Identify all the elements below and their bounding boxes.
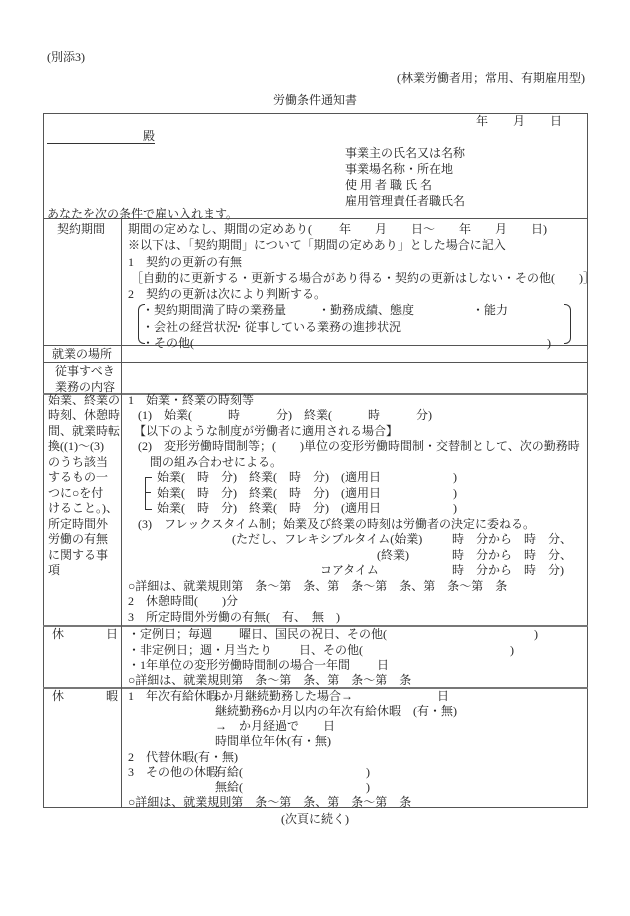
row-divider bbox=[43, 393, 588, 395]
duties-label-line2: 業務の内容 bbox=[55, 380, 116, 394]
holidays-label-a: 休 bbox=[52, 627, 65, 641]
shift-bracket bbox=[145, 477, 152, 510]
core-time[interactable]: 時 分から 時 分) bbox=[452, 563, 564, 577]
overtime[interactable]: 3 所定時間外労働の有無( 有、 無 ) bbox=[128, 610, 340, 624]
label-line: 所定時間外 bbox=[48, 517, 109, 531]
flextime[interactable]: (3) フレックスタイム制；始業及び終業の時刻は労働者の決定に委ねる。 bbox=[138, 517, 536, 531]
renewal-heading: 1 契約の更新の有無 bbox=[128, 255, 243, 269]
flex-start-label: (ただし、フレキシブルタイム(始業) bbox=[232, 532, 423, 546]
break-time[interactable]: 2 休憩時間( )分 bbox=[128, 594, 238, 608]
duties-label-line1: 従事すべき bbox=[55, 364, 115, 378]
regular-holidays[interactable]: ・定例日；毎週 曜日、国民の祝日、その他( ) bbox=[128, 627, 538, 641]
criteria-other-close: ) bbox=[547, 336, 551, 350]
label-line: 項 bbox=[48, 563, 61, 577]
paid-leave[interactable]: 有給( ) bbox=[215, 765, 370, 779]
variable-hours-cont: 間の組み合わせによる。 bbox=[150, 455, 283, 469]
other-leave-heading: 3 その他の休暇 bbox=[128, 765, 219, 779]
flex-end-time[interactable]: 時 分から 時 分、 bbox=[452, 548, 573, 562]
label-line: のうち該当 bbox=[48, 455, 109, 469]
date-year: 年 bbox=[476, 114, 489, 128]
flex-start-time[interactable]: 時 分から 時 分、 bbox=[452, 532, 573, 546]
label-line: 労働の有無 bbox=[48, 532, 109, 546]
workplace-field[interactable] bbox=[122, 346, 587, 361]
employer-name-label: 事業主の氏名又は名称 bbox=[345, 146, 466, 160]
label-line: 時刻、休憩時 bbox=[48, 408, 121, 422]
criteria-progress[interactable]: ・従事している業務の進捗状況 bbox=[233, 320, 402, 334]
date-day: 日 bbox=[550, 114, 563, 128]
date-month: 月 bbox=[513, 114, 526, 128]
applicable-note: 【以下のような制度が労働者に適用される場合】 bbox=[134, 424, 399, 438]
criteria-workload[interactable]: ・契約期間満了時の業務量 bbox=[142, 303, 287, 317]
shift-bracket-tick bbox=[145, 492, 151, 493]
irregular-holidays[interactable]: ・非定例日；週・月当たり 日、その他( ) bbox=[128, 643, 514, 657]
label-line: に関する事 bbox=[48, 548, 109, 562]
annual-leave-heading: 1 年次有給休暇 bbox=[128, 689, 219, 703]
label-line: けること。)、 bbox=[48, 501, 118, 515]
flex-end-label: (終業) bbox=[377, 548, 409, 562]
leave-label-b: 暇 bbox=[106, 689, 119, 703]
leave-details[interactable]: ○詳細は、就業規則第 条～第 条、第 条～第 条 bbox=[128, 795, 412, 809]
criteria-ability[interactable]: ・能力 bbox=[472, 303, 509, 317]
contract-period-note: ※以下は、「契約期間」について「期間の定めあり」とした場合に記入 bbox=[128, 238, 506, 252]
intro-text: あなたを次の条件で雇い入れます。 bbox=[47, 207, 239, 221]
standard-hours[interactable]: (1) 始業( 時 分) 終業( 時 分) bbox=[138, 408, 432, 422]
holidays-label-b: 日 bbox=[106, 627, 119, 641]
early-annual-leave[interactable]: 継続勤務6か月以内の年次有給休暇 (有・無) bbox=[215, 704, 457, 718]
criteria-performance[interactable]: ・勤務成績、態度 bbox=[318, 303, 415, 317]
hourly-leave[interactable]: 時間単位年休(有・無) bbox=[215, 734, 331, 748]
shift-pattern[interactable]: 始業( 時 分) 終業( 時 分) (適用日 ) bbox=[157, 486, 457, 500]
right-brace bbox=[564, 304, 571, 344]
holidays-details[interactable]: ○詳細は、就業規則第 条～第 条、第 条～第 条 bbox=[128, 673, 412, 687]
annual-variable-holidays[interactable]: ・1年単位の変形労働時間制の場合一年間 日 bbox=[128, 658, 390, 672]
criteria-business[interactable]: ・会社の経営状況 bbox=[142, 320, 239, 334]
document-title: 労働条件通知書 bbox=[272, 93, 357, 107]
label-column-divider bbox=[121, 218, 122, 808]
attachment-note: (別添3) bbox=[47, 50, 85, 64]
leave-label-a: 休 bbox=[52, 689, 65, 703]
addressee-name-line[interactable] bbox=[47, 143, 155, 144]
hours-details[interactable]: ○詳細は、就業規則第 条～第 条、第 条～第 条、第 条～第 条 bbox=[128, 579, 508, 593]
core-time-label: コアタイム bbox=[320, 563, 379, 577]
annual-leave-days[interactable]: 6か月継続勤務した場合→ 日 bbox=[215, 689, 450, 703]
label-line: 始業、終業の bbox=[48, 393, 121, 407]
label-line: 間、就業時転 bbox=[48, 424, 121, 438]
substitute-leave[interactable]: 2 代替休暇(有・無) bbox=[128, 750, 238, 764]
label-line: するもの一 bbox=[48, 470, 109, 484]
label-line: 換((1)～(3) bbox=[48, 439, 104, 453]
workplace-label: 就業の場所 bbox=[52, 347, 113, 361]
shift-pattern[interactable]: 始業( 時 分) 終業( 時 分) (適用日 ) bbox=[157, 470, 457, 484]
variable-hours[interactable]: (2) 変形労働時間制等；( )単位の変形労働時間制・交替制として、次の勤務時 bbox=[138, 439, 580, 453]
duties-field[interactable] bbox=[122, 363, 587, 392]
continued-note: (次頁に続く) bbox=[281, 812, 349, 826]
contract-period-choice[interactable]: 期間の定めなし、期間の定めあり( 年 月 日～ 年 月 日) bbox=[128, 222, 547, 236]
renewal-criteria-heading: 2 契約の更新は次により判断する。 bbox=[128, 287, 327, 301]
shift-pattern[interactable]: 始業( 時 分) 終業( 時 分) (適用日 ) bbox=[157, 501, 457, 515]
hours-heading: 1 始業・終業の時刻等 bbox=[128, 393, 255, 407]
workplace-name-label: 事業場名称・所在地 bbox=[345, 162, 454, 176]
employment-manager-label: 雇用管理責任者職氏名 bbox=[345, 194, 466, 208]
user-title-label: 使 用 者 職 氏 名 bbox=[345, 178, 433, 192]
criteria-other[interactable]: ・その他( bbox=[142, 336, 194, 350]
contract-period-label: 契約期間 bbox=[57, 222, 106, 236]
label-line: つに○を付 bbox=[48, 486, 104, 500]
unpaid-leave[interactable]: 無給( ) bbox=[215, 780, 370, 794]
renewal-options[interactable]: ［自動的に更新する・更新する場合があり得る・契約の更新はしない・その他( )］ bbox=[131, 271, 595, 285]
honorific: 殿 bbox=[143, 129, 156, 143]
form-subtitle: (林業労働者用；常用、有期雇用型) bbox=[397, 71, 585, 85]
row-divider bbox=[43, 218, 588, 219]
early-annual-leave-months[interactable]: → か月経過で 日 bbox=[215, 719, 336, 733]
